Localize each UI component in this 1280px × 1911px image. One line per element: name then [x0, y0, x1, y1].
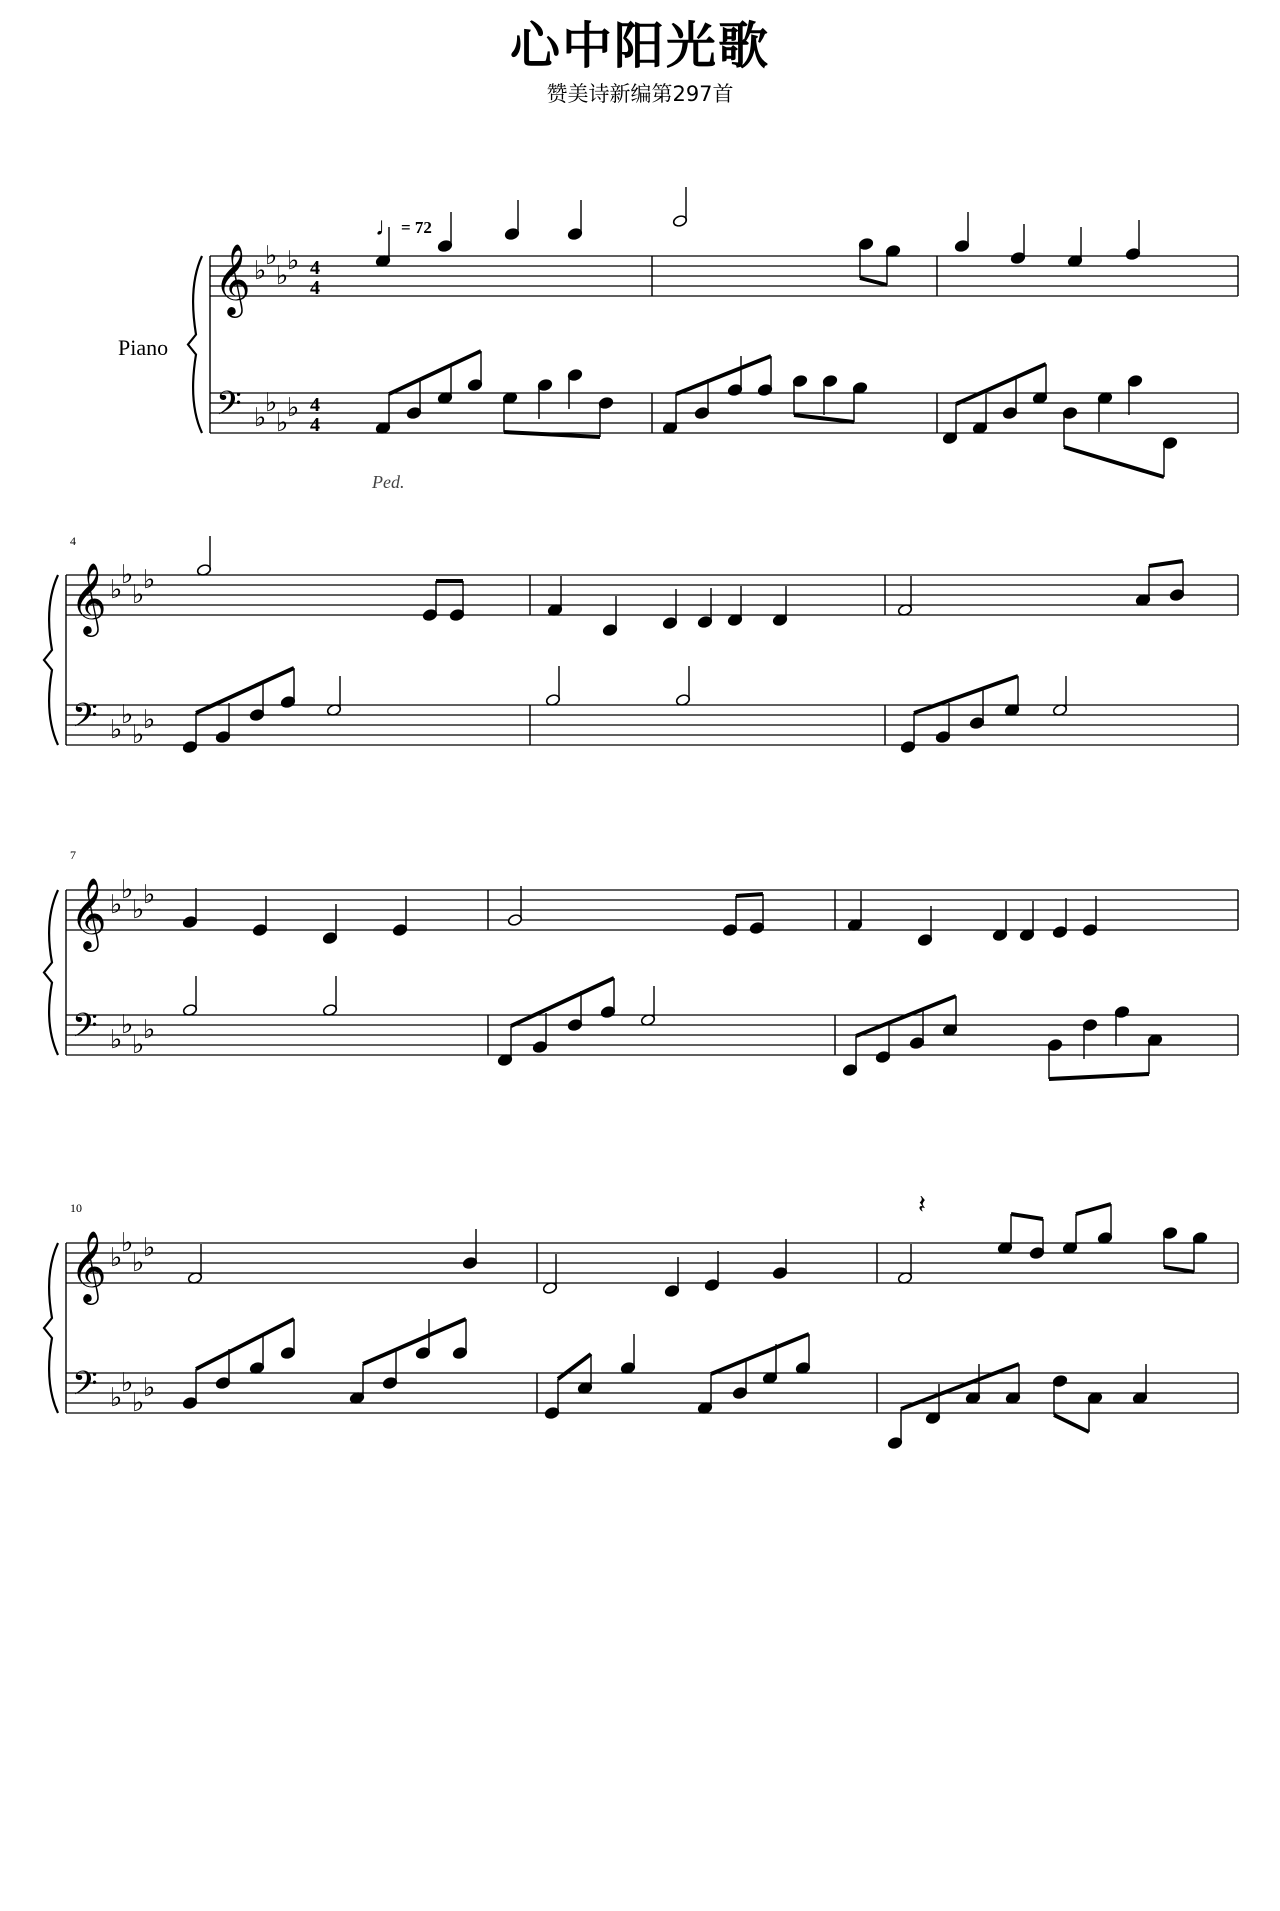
tempo-value: = 72	[401, 218, 432, 237]
flat-sign: ♭	[110, 1025, 123, 1055]
flat-sign: ♭	[265, 388, 278, 418]
flat-sign: ♭	[287, 393, 300, 423]
time-signature-top: 4	[310, 394, 320, 416]
score-title: 心中阳光歌	[510, 17, 770, 75]
flat-sign: ♭	[143, 565, 156, 595]
flat-sign: ♭	[265, 241, 278, 271]
flat-sign: ♭	[143, 705, 156, 735]
flat-sign: ♭	[110, 1383, 123, 1413]
beam	[196, 1319, 294, 1369]
brace	[44, 890, 58, 1055]
flat-sign: ♭	[254, 256, 267, 286]
system-1	[188, 187, 1238, 477]
brace	[188, 256, 202, 433]
flat-sign: ♭	[132, 1030, 145, 1060]
measure-number-10: 10	[70, 1201, 82, 1215]
time-signature-bottom: 4	[310, 414, 320, 436]
brace	[44, 575, 58, 745]
flat-sign: ♭	[132, 1388, 145, 1418]
quarter-note-icon: ♩	[375, 212, 401, 241]
flat-sign: ♭	[143, 880, 156, 910]
beam	[711, 1334, 809, 1374]
treble-clef-icon: 𝄞	[70, 561, 107, 634]
beam	[856, 996, 956, 1036]
brace	[44, 1243, 58, 1413]
flat-sign: ♭	[110, 890, 123, 920]
system-4	[44, 1190, 1238, 1450]
bass-clef-icon: 𝄢	[72, 1365, 98, 1411]
beam	[558, 1354, 591, 1379]
score-subtitle: 赞美诗新编第297首	[546, 82, 734, 106]
beam	[736, 894, 763, 896]
beam	[676, 356, 771, 394]
beam	[901, 1364, 1019, 1409]
beam	[794, 415, 854, 422]
time-signature-top: 4	[310, 257, 320, 279]
beam	[1049, 1074, 1149, 1079]
flat-sign: ♭	[121, 1010, 134, 1040]
flat-sign: ♭	[110, 575, 123, 605]
staff-systems	[44, 187, 1238, 1450]
treble-clef-icon: 𝄞	[70, 1229, 107, 1302]
beam	[1054, 1415, 1089, 1432]
beam	[1076, 1204, 1111, 1214]
beam	[1149, 561, 1183, 566]
flat-sign: ♭	[110, 715, 123, 745]
flat-sign: ♭	[276, 261, 289, 291]
bass-clef-icon: 𝄢	[216, 385, 242, 431]
beam	[860, 278, 887, 285]
beam	[196, 668, 294, 713]
flat-sign: ♭	[132, 580, 145, 610]
flat-sign: ♭	[143, 1373, 156, 1403]
beam	[914, 676, 1018, 713]
flat-sign: ♭	[110, 1243, 123, 1273]
flat-sign: ♭	[132, 720, 145, 750]
measure-number-4: 4	[70, 534, 76, 548]
time-signature-bottom: 4	[310, 277, 320, 299]
flat-sign: ♭	[132, 1248, 145, 1278]
flat-sign: ♭	[121, 1228, 134, 1258]
flat-sign: ♭	[132, 895, 145, 925]
flat-sign: ♭	[276, 408, 289, 438]
flat-sign: ♭	[143, 1015, 156, 1045]
treble-clef-icon: 𝄞	[70, 876, 107, 949]
instrument-label: Piano	[118, 335, 169, 360]
treble-clef-icon: 𝄞	[214, 242, 251, 315]
beam	[1011, 1214, 1043, 1219]
flat-sign: ♭	[254, 403, 267, 433]
beam	[1064, 447, 1164, 477]
system-2	[44, 536, 1238, 754]
bass-clef-icon: 𝄢	[72, 697, 98, 743]
beam	[363, 1319, 466, 1364]
beam	[1164, 1267, 1194, 1272]
flat-sign: ♭	[143, 1233, 156, 1263]
flat-sign: ♭	[121, 875, 134, 905]
system-3	[44, 875, 1238, 1079]
measure-number-7: 7	[70, 848, 76, 862]
beam	[389, 351, 481, 394]
flat-sign: ♭	[121, 560, 134, 590]
flat-sign: ♭	[287, 246, 300, 276]
bass-clef-icon: 𝄢	[72, 1007, 98, 1053]
flat-sign: ♭	[121, 1368, 134, 1398]
beam	[956, 364, 1046, 404]
beam	[511, 978, 614, 1026]
quarter-rest-icon: 𝄽	[918, 1190, 926, 1220]
flat-sign: ♭	[121, 700, 134, 730]
pedal-marking: Ped.	[372, 472, 405, 492]
